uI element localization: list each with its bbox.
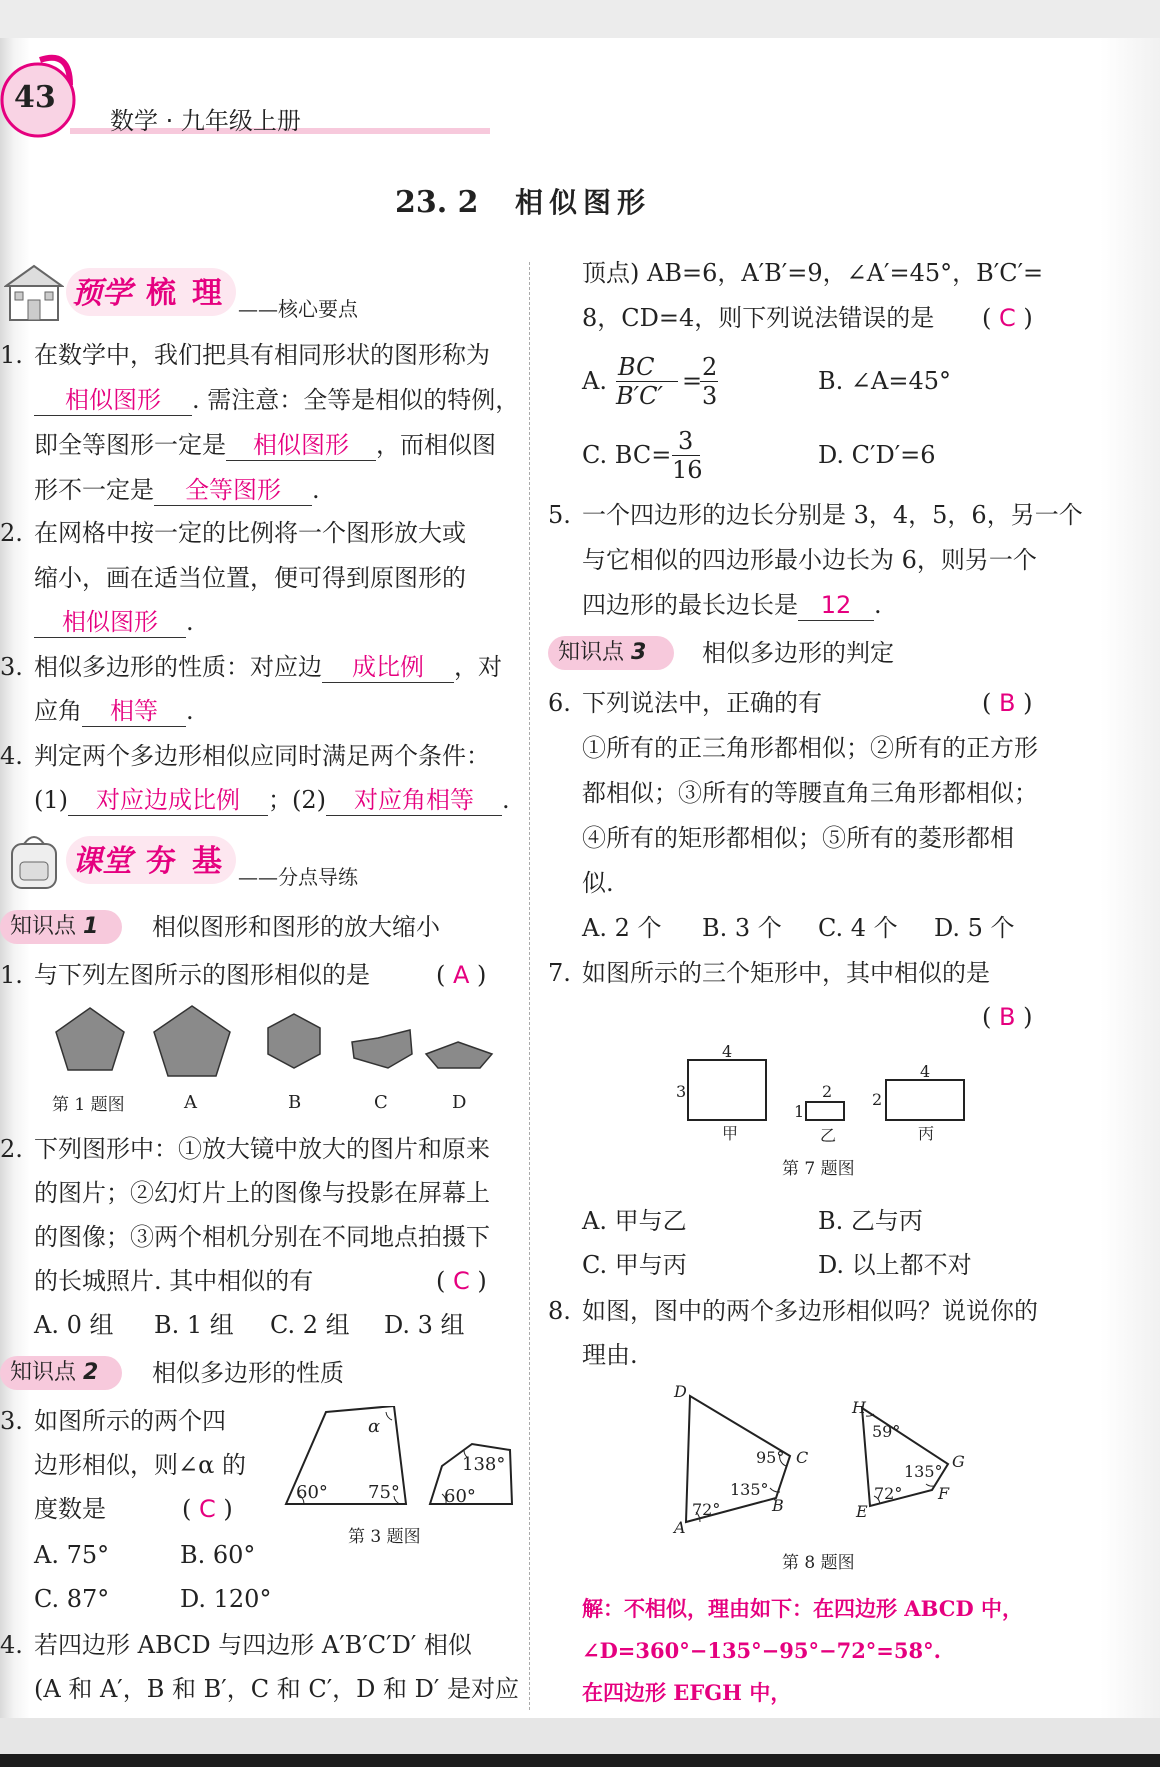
q3-line1: 如图所示的两个四 <box>34 1407 226 1435</box>
q7-r1-top: 4 <box>722 1042 733 1061</box>
q4-option-c-frac-num: 3 <box>678 427 694 455</box>
answer-blank: 相似图形 <box>226 430 376 461</box>
q7-r1-name: 甲 <box>722 1124 739 1143</box>
bottom-bar <box>0 1718 1160 1767</box>
q8-angle-72: 72° <box>692 1500 721 1519</box>
q8-line2: 理由. <box>582 1341 638 1369</box>
q4-line1: 若四边形 ABCD 与四边形 A′B′C′D′ 相似 <box>34 1631 472 1659</box>
preview-1-line3: 即全等图形一定是 相似图形 ，而相似图 <box>34 431 496 459</box>
q8-angle-59: 59° <box>872 1422 901 1441</box>
q8-label-f: F <box>938 1484 950 1503</box>
q7-text: 如图所示的三个矩形中，其中相似的是 <box>582 959 990 987</box>
preview-banner-a: 预学 <box>72 276 132 311</box>
q1-number: 1. <box>0 961 23 989</box>
q6-option-a: A. 2 个 <box>582 914 662 942</box>
page-number: 43 <box>14 80 56 115</box>
preview-1-line1: 在数学中，我们把具有相同形状的图形称为 <box>34 341 490 369</box>
q2-line3: 的图像；③两个相机分别在不同地点拍摄下 <box>34 1223 490 1251</box>
classroom-banner-b: 夯 <box>146 844 176 879</box>
q2-option-a: A. 0 组 <box>34 1311 114 1339</box>
section-number: 23. 2 <box>395 185 479 220</box>
preview-4-number: 4. <box>0 742 23 770</box>
school-icon <box>4 262 64 324</box>
q3-fig-60: 60° <box>296 1482 328 1503</box>
q4-line4: 8，CD=4，则下列说法错误的是 <box>582 304 935 332</box>
q4-option-c-prefix: C. BC= <box>582 441 672 469</box>
q8-angle-135: 135° <box>730 1480 769 1499</box>
knowledge-point-2-title: 相似多边形的性质 <box>152 1359 344 1387</box>
q4-option-a-prefix: A. <box>582 367 607 395</box>
q4-option-a-frac-den: 3 <box>702 382 718 410</box>
preview-1-line2: 相似图形 . 需注意：全等是相似的特例， <box>34 385 519 416</box>
preview-2-line2: 缩小，画在适当位置，便可得到原图形的 <box>34 564 466 592</box>
q8-label-e: E <box>856 1502 868 1521</box>
q7-option-d: D. 以上都不对 <box>818 1251 972 1279</box>
q6-number: 6. <box>548 689 571 717</box>
q7-r2-side: 1 <box>794 1102 805 1121</box>
preview-1-number: 1. <box>0 341 23 369</box>
classroom-banner-a: 课堂 <box>72 844 132 879</box>
preview-1-line4: 形不一定是 全等图形 . <box>34 476 320 504</box>
q1-option-b-label: B <box>288 1092 302 1113</box>
q3-fig-60b: 60° <box>444 1486 476 1507</box>
preview-3-line1: 相似多边形的性质：对应边 成比例 ，对 <box>34 653 502 681</box>
answer-blank: 12 <box>798 590 874 621</box>
q2-option-d: D. 3 组 <box>384 1311 465 1339</box>
answer-blank: 对应角相等 <box>326 785 502 816</box>
preview-2-line1: 在网格中按一定的比例将一个图形放大或 <box>34 519 466 547</box>
q7-r2-name: 乙 <box>820 1126 837 1145</box>
q7-option-b: B. 乙与丙 <box>818 1207 923 1235</box>
q7-r3-top: 4 <box>920 1062 931 1081</box>
q8-angle-135b: 135° <box>904 1462 943 1481</box>
header-decoration <box>0 40 520 160</box>
q4-number: 4. <box>0 1631 23 1659</box>
preview-subtitle: ——核心要点 <box>238 297 358 321</box>
preview-3-line2: 应角 相等 . <box>34 697 194 725</box>
q7-option-a: A. 甲与乙 <box>582 1207 687 1235</box>
q6-line3: 都相似；③所有的等腰直角三角形都相似； <box>582 779 1038 807</box>
q3-figure-caption: 第 3 题图 <box>348 1527 421 1547</box>
answer-blank: 相等 <box>82 696 186 727</box>
q6-answer-paren: ( B ) <box>982 689 1033 717</box>
q2-option-c: C. 2 组 <box>270 1311 350 1339</box>
preview-2-line3: 相似图形 . <box>34 607 194 638</box>
q5-line2: 与它相似的四边形最小边长为 6，则另一个 <box>582 546 1037 574</box>
q8-angle-72b: 72° <box>874 1484 903 1503</box>
knowledge-point-2-badge: 知识点 2 <box>0 1356 122 1390</box>
answer-blank: 相似图形 <box>34 607 186 638</box>
q3-option-c: C. 87° <box>34 1585 110 1613</box>
knowledge-point-3-badge: 知识点 3 <box>548 636 674 670</box>
q3-fig-138: 138° <box>462 1454 506 1475</box>
q3-answer-paren: ( C ) <box>182 1495 233 1523</box>
q8-label-g: G <box>952 1452 965 1471</box>
q2-option-b: B. 1 组 <box>154 1311 234 1339</box>
q4-option-a-numerator: BC <box>618 353 655 381</box>
q8-solution-line1: 解：不相似，理由如下：在四边形 ABCD 中， <box>582 1596 1023 1621</box>
q6-line5: 似. <box>582 869 614 897</box>
q3-line2: 边形相似，则∠α 的 <box>34 1451 246 1479</box>
top-bar <box>0 0 1160 38</box>
q8-label-a: A <box>674 1518 686 1537</box>
answer-blank: 相似图形 <box>34 385 192 416</box>
q7-r3-name: 丙 <box>918 1124 935 1143</box>
q3-number: 3. <box>0 1407 23 1435</box>
q5-line3: 四边形的最长边长是 12 . <box>582 591 882 619</box>
q3-option-a: A. 75° <box>34 1541 110 1569</box>
classroom-banner-c: 基 <box>192 844 222 879</box>
q3-line3: 度数是 <box>34 1495 106 1523</box>
knowledge-point-3-title: 相似多边形的判定 <box>702 639 894 667</box>
q1-option-c-label: C <box>374 1092 388 1113</box>
q2-answer-paren: ( C ) <box>436 1267 487 1295</box>
q4-option-d: D. C′D′=6 <box>818 441 936 469</box>
answer-blank: 全等图形 <box>154 475 312 506</box>
q4-option-b: B. ∠A=45° <box>818 367 951 395</box>
knowledge-point-1-badge: 知识点 1 <box>0 910 122 944</box>
q8-solution-line3: 在四边形 EFGH 中， <box>582 1680 792 1705</box>
q8-solution-line2: ∠D=360°−135°−95°−72°=58°. <box>582 1638 941 1663</box>
knowledge-point-1-title: 相似图形和图形的放大缩小 <box>152 913 440 941</box>
q1-option-a-label: A <box>184 1092 197 1113</box>
preview-4-line2: (1) 对应边成比例 ；(2) 对应角相等 . <box>34 786 510 814</box>
q7-answer-paren: ( B ) <box>982 1003 1033 1031</box>
q8-label-b: B <box>772 1496 784 1515</box>
q6-line4: ④所有的矩形都相似；⑤所有的菱形都相 <box>582 824 1014 852</box>
q3-option-b: B. 60° <box>180 1541 256 1569</box>
column-divider <box>529 262 530 1710</box>
q4-line2: (A 和 A′，B 和 B′，C 和 C′，D 和 D′ 是对应 <box>34 1675 519 1703</box>
q1-figure-caption: 第 1 题图 <box>52 1095 125 1115</box>
q7-number: 7. <box>548 959 571 987</box>
answer-blank: 对应边成比例 <box>68 785 268 816</box>
preview-banner-c: 理 <box>192 276 222 311</box>
preview-banner-b: 梳 <box>146 276 176 311</box>
q7-r3-side: 2 <box>872 1090 883 1109</box>
answer-blank: 成比例 <box>322 652 454 683</box>
q8-line1: 如图，图中的两个多边形相似吗？说说你的 <box>582 1297 1038 1325</box>
q3-fig-75: 75° <box>368 1482 400 1503</box>
q2-line2: 的图片；②幻灯片上的图像与投影在屏幕上 <box>34 1179 490 1207</box>
q6-line2: ①所有的正三角形都相似；②所有的正方形 <box>582 734 1038 762</box>
q5-line1: 一个四边形的边长分别是 3，4，5，6，另一个 <box>582 501 1083 529</box>
q7-figure-caption: 第 7 题图 <box>782 1159 855 1179</box>
q2-line1: 下列图形中：①放大镜中放大的图片和原来 <box>34 1135 490 1163</box>
q1-option-d-label: D <box>452 1092 467 1113</box>
q4-option-a-equals: = <box>682 367 703 395</box>
q1-text: 与下列左图所示的图形相似的是 <box>34 961 370 989</box>
q8-number: 8. <box>548 1297 571 1325</box>
q8-figure-caption: 第 8 题图 <box>782 1553 855 1573</box>
q1-answer-paren: ( A ) <box>436 961 487 989</box>
q8-label-c: C <box>796 1448 809 1467</box>
preview-4-line1: 判定两个多边形相似应同时满足两个条件： <box>34 742 490 770</box>
q2-number: 2. <box>0 1135 23 1163</box>
q7-r1-side: 3 <box>676 1082 687 1101</box>
q3-option-d: D. 120° <box>180 1585 272 1613</box>
q4-option-c-frac-den: 16 <box>672 456 703 484</box>
preview-3-number: 3. <box>0 653 23 681</box>
q6-option-c: C. 4 个 <box>818 914 898 942</box>
q8-label-d: D <box>674 1382 687 1401</box>
q4-option-a-frac-num: 2 <box>702 353 718 381</box>
backpack-icon <box>4 830 64 892</box>
q6-option-d: D. 5 个 <box>934 914 1015 942</box>
q6-option-b: B. 3 个 <box>702 914 782 942</box>
q8-angle-95: 95° <box>756 1448 785 1467</box>
q5-number: 5. <box>548 501 571 529</box>
q2-line4: 的长城照片. 其中相似的有 <box>34 1267 314 1295</box>
q7-r2-top: 2 <box>822 1082 833 1101</box>
q6-text: 下列说法中，正确的有 <box>582 689 822 717</box>
q8-label-h: H <box>852 1398 866 1417</box>
q4-line3: 顶点) AB=6，A′B′=9，∠A′=45°，B′C′= <box>582 259 1044 287</box>
book-title: 数学 · 九年级上册 <box>110 107 301 135</box>
q4-option-a-denominator: B′C′ <box>616 382 663 410</box>
q3-fig-alpha: α <box>368 1416 381 1437</box>
preview-2-number: 2. <box>0 519 23 547</box>
classroom-subtitle: ——分点导练 <box>238 865 358 889</box>
section-title: 相似图形 <box>515 186 652 219</box>
q7-option-c: C. 甲与丙 <box>582 1251 687 1279</box>
q4-answer-paren: ( C ) <box>982 304 1033 332</box>
